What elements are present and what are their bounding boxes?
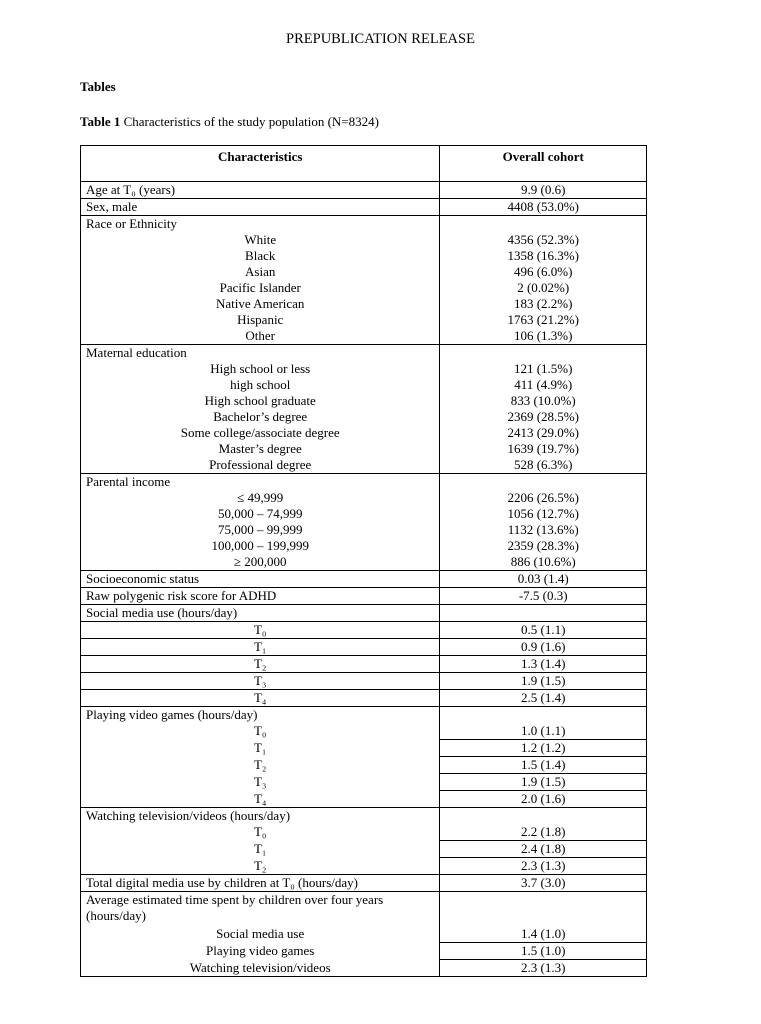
table-row <box>81 409 647 425</box>
running-header: PREPUBLICATION RELEASE <box>286 31 475 47</box>
row-value: 1.0 (1.1) <box>440 723 647 740</box>
row-label: Socioeconomic status <box>81 571 440 588</box>
row-value: 1.9 (1.5) <box>440 774 647 791</box>
row-value: 2.0 (1.6) <box>440 791 647 808</box>
row-value <box>440 707 647 724</box>
row-sublabel: Black <box>81 248 440 264</box>
table-header-row <box>81 146 647 182</box>
row-sublabel: ≥ 200,000 <box>81 554 440 571</box>
table-row <box>81 639 647 656</box>
row-sublabel: Native American <box>81 296 440 312</box>
row-value: 2.4 (1.8) <box>440 841 647 858</box>
row-value: 1056 (12.7%) <box>440 506 647 522</box>
row-value: 496 (6.0%) <box>440 264 647 280</box>
table-row <box>81 841 647 858</box>
table-row <box>81 345 647 362</box>
row-sublabel: Watching television/videos <box>81 960 440 977</box>
row-sublabel: Professional degree <box>81 457 440 474</box>
row-label: Parental income <box>81 474 440 491</box>
row-value <box>440 892 647 927</box>
row-sublabel: T₀ <box>81 824 440 841</box>
table-row <box>81 588 647 605</box>
row-value: 0.5 (1.1) <box>440 622 647 639</box>
row-label: Social media use (hours/day) <box>81 605 440 622</box>
row-sublabel: Social media use <box>81 926 440 943</box>
row-sublabel: High school or less <box>81 361 440 377</box>
table-row <box>81 490 647 506</box>
table-caption-text: Characteristics of the study population (N=8324) <box>120 114 379 129</box>
row-value: 886 (10.6%) <box>440 554 647 571</box>
table-row <box>81 361 647 377</box>
row-value <box>440 345 647 362</box>
row-label: Raw polygenic risk score for ADHD <box>81 588 440 605</box>
table-row <box>81 723 647 740</box>
table-row <box>81 605 647 622</box>
row-value: 1.3 (1.4) <box>440 656 647 673</box>
row-sublabel: Master’s degree <box>81 441 440 457</box>
row-sublabel: T₂ <box>81 858 440 875</box>
table-row <box>81 791 647 808</box>
table-row <box>81 441 647 457</box>
table-body <box>81 182 647 977</box>
row-value: 121 (1.5%) <box>440 361 647 377</box>
table-row <box>81 656 647 673</box>
table-row <box>81 943 647 960</box>
row-sublabel: 75,000 – 99,999 <box>81 522 440 538</box>
row-value <box>440 605 647 622</box>
table-row <box>81 457 647 474</box>
row-value: 1.2 (1.2) <box>440 740 647 757</box>
row-sublabel: T₃ <box>81 673 440 690</box>
row-value: 1358 (16.3%) <box>440 248 647 264</box>
row-sublabel: Hispanic <box>81 312 440 328</box>
table-row <box>81 182 647 199</box>
row-value: 0.03 (1.4) <box>440 571 647 588</box>
row-value: 9.9 (0.6) <box>440 182 647 199</box>
row-value: -7.5 (0.3) <box>440 588 647 605</box>
row-sublabel: T₃ <box>81 774 440 791</box>
row-label: Average estimated time spent by children over four years (hours/day) <box>81 892 440 927</box>
row-sublabel: Bachelor’s degree <box>81 409 440 425</box>
table-row <box>81 393 647 409</box>
row-value: 2369 (28.5%) <box>440 409 647 425</box>
row-value: 1.9 (1.5) <box>440 673 647 690</box>
row-sublabel: T₀ <box>81 622 440 639</box>
row-sublabel: T₁ <box>81 639 440 656</box>
table-label: Table 1 <box>80 114 121 129</box>
table-row <box>81 474 647 491</box>
table-row <box>81 926 647 943</box>
table-row <box>81 858 647 875</box>
row-sublabel: Some college/associate degree <box>81 425 440 441</box>
column-header-characteristics: Characteristics <box>81 146 440 182</box>
table-row <box>81 740 647 757</box>
table-row <box>81 538 647 554</box>
row-value <box>440 216 647 233</box>
row-value: 2359 (28.3%) <box>440 538 647 554</box>
table-row <box>81 232 647 248</box>
row-sublabel: White <box>81 232 440 248</box>
row-sublabel: T₄ <box>81 690 440 707</box>
row-label: Playing video games (hours/day) <box>81 707 440 724</box>
row-value: 1639 (19.7%) <box>440 441 647 457</box>
row-sublabel: Other <box>81 328 440 345</box>
row-label: Sex, male <box>81 199 440 216</box>
characteristics-table <box>80 145 647 977</box>
row-sublabel: 50,000 – 74,999 <box>81 506 440 522</box>
table-row <box>81 554 647 571</box>
row-value: 183 (2.2%) <box>440 296 647 312</box>
row-value: 2.3 (1.3) <box>440 960 647 977</box>
table-row <box>81 875 647 892</box>
row-label: Age at T₀ (years) <box>81 182 440 199</box>
table-row <box>81 377 647 393</box>
row-value: 1.5 (1.4) <box>440 757 647 774</box>
table-row <box>81 892 647 927</box>
row-sublabel: Asian <box>81 264 440 280</box>
table-row <box>81 690 647 707</box>
row-value: 1.4 (1.0) <box>440 926 647 943</box>
row-value: 411 (4.9%) <box>440 377 647 393</box>
row-sublabel: T₂ <box>81 757 440 774</box>
table-row <box>81 774 647 791</box>
table-row <box>81 707 647 724</box>
row-sublabel: T₂ <box>81 656 440 673</box>
row-sublabel: 100,000 – 199,999 <box>81 538 440 554</box>
table-row <box>81 808 647 825</box>
row-sublabel: T₁ <box>81 841 440 858</box>
row-sublabel: T₀ <box>81 723 440 740</box>
row-value: 2 (0.02%) <box>440 280 647 296</box>
row-value: 833 (10.0%) <box>440 393 647 409</box>
row-value: 2206 (26.5%) <box>440 490 647 506</box>
row-value: 4356 (52.3%) <box>440 232 647 248</box>
table-caption <box>80 114 379 130</box>
row-sublabel: high school <box>81 377 440 393</box>
table-row <box>81 328 647 345</box>
row-value: 0.9 (1.6) <box>440 639 647 656</box>
row-sublabel: T₁ <box>81 740 440 757</box>
table-row <box>81 757 647 774</box>
row-value: 4408 (53.0%) <box>440 199 647 216</box>
table-row <box>81 425 647 441</box>
table-row <box>81 264 647 280</box>
row-value <box>440 808 647 825</box>
row-value: 3.7 (3.0) <box>440 875 647 892</box>
row-label: Total digital media use by children at T₀ (hours/day) <box>81 875 440 892</box>
table-row <box>81 216 647 233</box>
table-row <box>81 824 647 841</box>
row-value: 1132 (13.6%) <box>440 522 647 538</box>
table-row <box>81 960 647 977</box>
row-value <box>440 474 647 491</box>
column-header-overall-cohort: Overall cohort <box>440 146 647 182</box>
table-row <box>81 522 647 538</box>
row-value: 528 (6.3%) <box>440 457 647 474</box>
row-label: Maternal education <box>81 345 440 362</box>
table-row <box>81 673 647 690</box>
row-sublabel: ≤ 49,999 <box>81 490 440 506</box>
table-row <box>81 312 647 328</box>
row-value: 2.3 (1.3) <box>440 858 647 875</box>
row-sublabel: Playing video games <box>81 943 440 960</box>
row-label: Race or Ethnicity <box>81 216 440 233</box>
row-value: 1763 (21.2%) <box>440 312 647 328</box>
row-value: 106 (1.3%) <box>440 328 647 345</box>
table-row <box>81 248 647 264</box>
table-row <box>81 622 647 639</box>
row-value: 2.2 (1.8) <box>440 824 647 841</box>
row-sublabel: T₄ <box>81 791 440 808</box>
row-label: Watching television/videos (hours/day) <box>81 808 440 825</box>
table-row <box>81 199 647 216</box>
table-row <box>81 296 647 312</box>
row-sublabel: Pacific Islander <box>81 280 440 296</box>
table-row <box>81 506 647 522</box>
row-sublabel: High school graduate <box>81 393 440 409</box>
row-value: 2413 (29.0%) <box>440 425 647 441</box>
row-value: 1.5 (1.0) <box>440 943 647 960</box>
table-row <box>81 280 647 296</box>
section-title: Tables <box>80 79 116 94</box>
table-row <box>81 571 647 588</box>
row-value: 2.5 (1.4) <box>440 690 647 707</box>
